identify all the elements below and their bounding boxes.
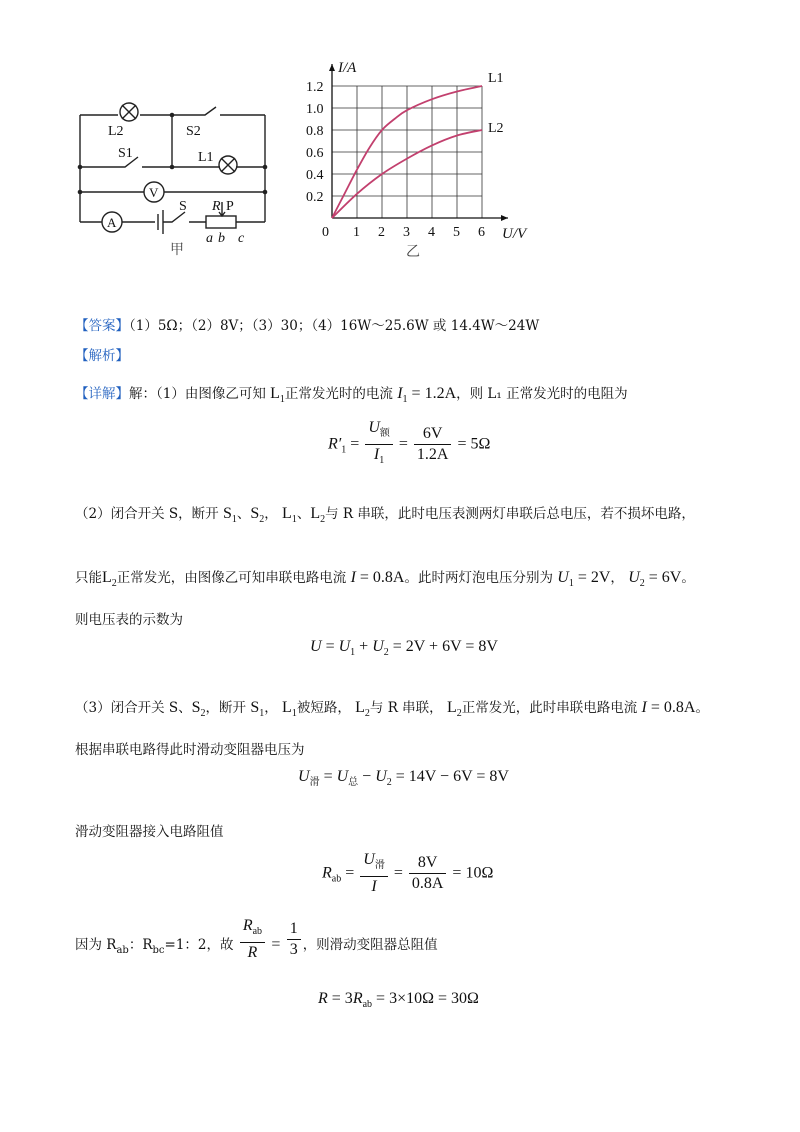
math-l1: $L_1$ (270, 385, 285, 406)
x-axis-label: U/V (502, 226, 527, 242)
detail-tag: 【详解】 (75, 386, 129, 402)
label-l1: L1 (198, 150, 214, 165)
y-tick-label: 0.2 (306, 190, 324, 205)
detail-p5: （3）闭合开关 S、$S_2$，断开 $S_1$， $L_1$被短路， $L_2$与 R 串联， $L_2$正常发光，此时串联电路电流 I = 0.8A。 (75, 699, 709, 720)
label-a: A (107, 215, 117, 230)
equation-r1: $R'_1$ = $\frac{U_额}{I_1}$ = $\frac{6V}{1.2A}$ = 5Ω (328, 419, 491, 467)
answer-tag: 【答案】 (75, 318, 129, 334)
y-tick-label: 1.0 (306, 102, 324, 117)
x-tick-label: 1 (353, 225, 360, 240)
series-label-l2: L2 (488, 121, 504, 136)
label-l2: L2 (108, 124, 124, 139)
y-tick-label: 0.8 (306, 124, 324, 139)
y-axis-label: I/A (338, 60, 357, 76)
detail-p3: 只能$L_2$正常发光，由图像乙可知串联电路电流 I = 0.8A。此时两灯泡电压分别为 $U_1 = 2V$， $U_2 = 6V$。 (75, 569, 695, 590)
x-tick-label: 6 (478, 225, 485, 240)
detail-p1-c: ，则 L₁ 正常发光时的电阻为 (456, 386, 628, 402)
equation-u: $U = U_1 + U_2 = 2V + 6V = 8V$ (310, 638, 498, 659)
equation-u-slide: $U_滑 = U_总 - U_2 = 14V - 6V = 8V$ (298, 768, 509, 789)
detail-p1 (75, 384, 628, 410)
label-p: P (226, 199, 234, 214)
label-s1: S1 (118, 146, 133, 161)
x-tick-label: 3 (403, 225, 410, 240)
equation-rab: $R_{ab}$ = $\frac{U_滑}{I}$ = $\frac{8V}{0.8A}$ = 10Ω (322, 851, 494, 896)
detail-p6: 根据串联电路得此时滑动变阻器电压为 (75, 742, 305, 758)
y-axis-arrow (329, 64, 335, 71)
label-s: S (179, 199, 187, 214)
detail-p7: 滑动变阻器接入电路阻值 (75, 824, 224, 840)
x-tick-label: 4 (428, 225, 435, 240)
equation-r-total: $R = 3R_{ab} = 3\times 10\Omega = 30\Omega$ (318, 990, 479, 1011)
caption-jia: 甲 (170, 242, 184, 258)
label-b: b (218, 231, 225, 246)
x-tick-label: 0 (322, 225, 329, 240)
label-s2: S2 (186, 124, 201, 139)
caption-yi: 乙 (406, 244, 420, 260)
math-i1: $I_1 = 1.2A$ (397, 385, 457, 406)
answer-text: （1）5Ω；（2）8V；（3）30；（4）16W～25.6W 或 14.4W～24W (129, 318, 540, 334)
y-tick-label: 0.6 (306, 146, 324, 161)
iu-graph (300, 55, 540, 265)
y-tick-label: 1.2 (306, 80, 324, 95)
detail-p2: （2）闭合开关 S，断开 $S_1$、$S_2$， $L_1$、$L_2$与 R 串联，此时电压表测两灯串联后总电压，若不损坏电路， (75, 505, 695, 526)
label-c: c (238, 231, 245, 246)
x-axis-arrow (501, 215, 508, 221)
detail-p1-b: 正常发光时的电流 (284, 386, 393, 402)
detail-p8: 因为 $R_{ab}$：$R_{bc}=1$：2，故 $\frac{R_{ab}}{R}$ = $\frac{1}{3}$ ，则滑动变阻器总阻值 (75, 917, 438, 962)
analysis-tag: 【解析】 (75, 348, 129, 364)
x-tick-label: 2 (378, 225, 385, 240)
label-a-end: a (206, 231, 213, 246)
label-v: V (149, 185, 159, 200)
label-r: R (212, 199, 221, 214)
detail-p4: 则电压表的示数为 (75, 612, 183, 628)
x-tick-label: 5 (453, 225, 460, 240)
y-tick-label: 0.4 (306, 168, 324, 183)
answer-line (75, 316, 539, 336)
series-label-l1: L1 (488, 71, 504, 86)
detail-p1-a: 解：（1）由图像乙可知 (129, 386, 266, 402)
circuit-diagram (60, 95, 280, 255)
